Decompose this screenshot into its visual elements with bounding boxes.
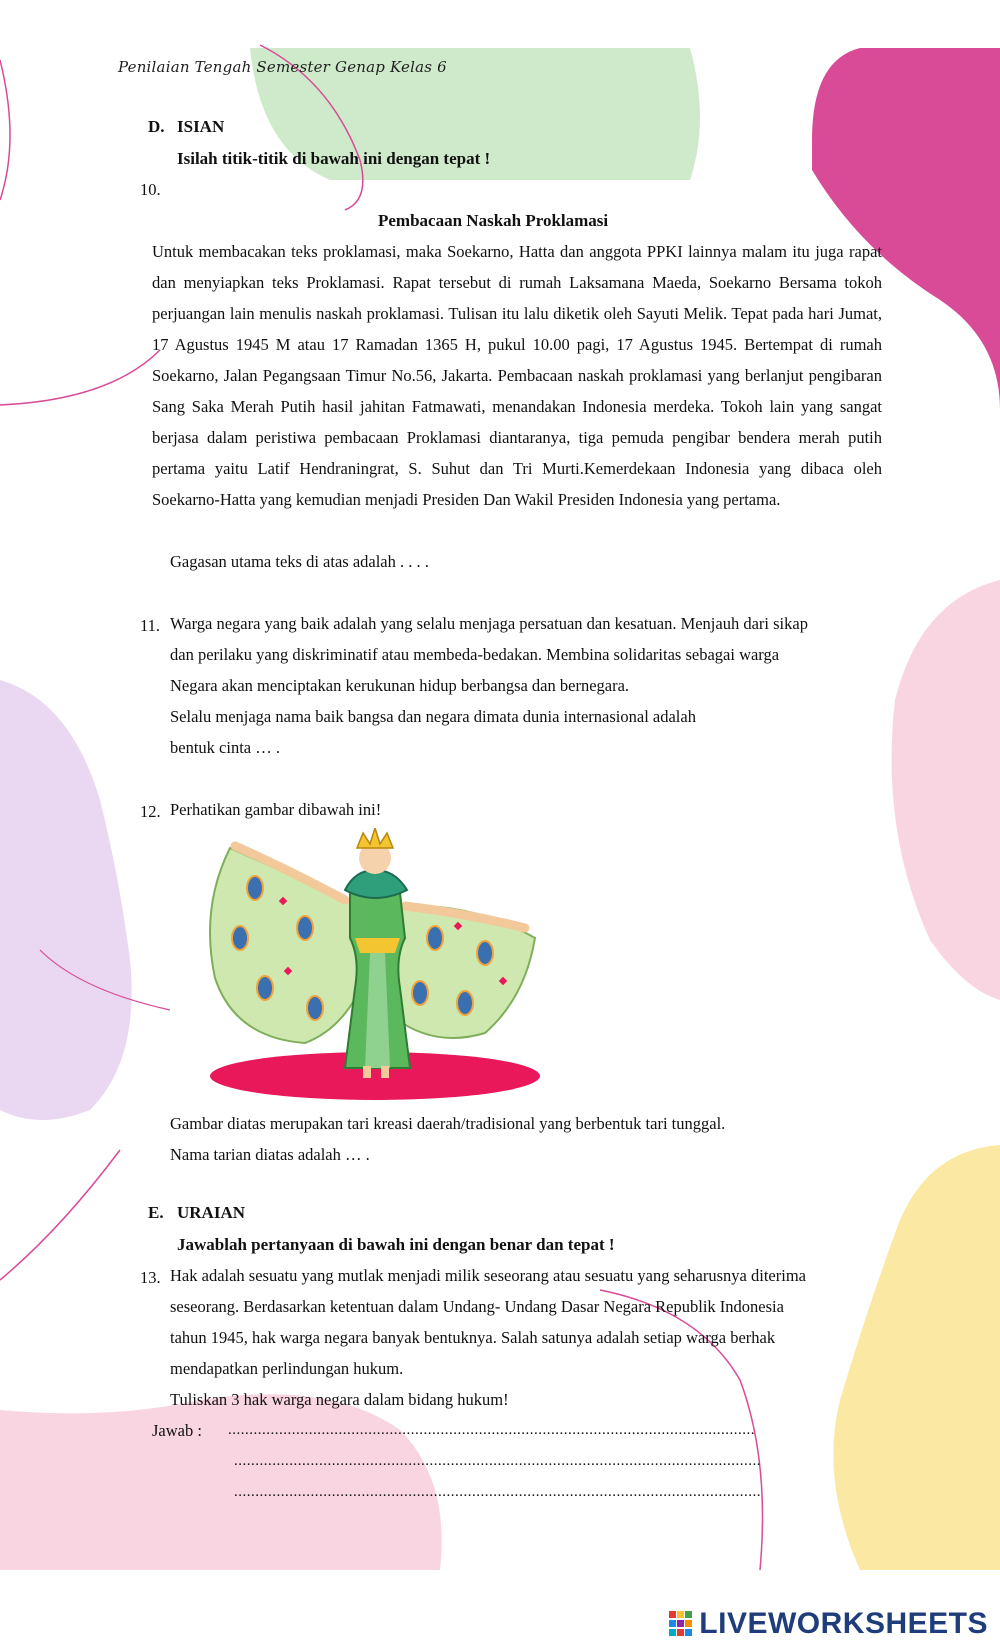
footer-brand[interactable] [669,1607,988,1641]
question-12-text [170,1108,725,1170]
question-11-number: 11. [140,616,161,635]
question-10-prompt: Gagasan utama teks di atas adalah . . . . [170,552,429,571]
yellow-blob [833,1145,1000,1570]
question-12-number: 12. [140,802,161,821]
question-11-line: dan perilaku yang diskriminatif atau membeda-bedakan. Membina solidaritas sebagai warga [170,645,780,664]
question-12-prompt: Perhatikan gambar dibawah ini! [170,800,382,819]
page-header: Penilaian Tengah Semester Genap Kelas 6 [118,58,447,76]
reading-paragraph [152,236,882,515]
question-11-line: Negara akan menciptakan kerukunan hidup berbangsa dan bernegara. [170,676,630,695]
lilac-blob-left [0,680,132,1120]
question-13-number: 13. [140,1268,161,1287]
question-11-text [170,608,808,763]
answer-label: Jawab : [152,1421,202,1440]
question-13-line: Hak adalah sesuatu yang mutlak menjadi milik seseorang atau sesuatu yang seharusnya diterima [170,1266,806,1285]
section-d-instruction: Isilah titik-titik di bawah ini dengan tepat ! [177,149,491,168]
question-11-line: Selalu menjaga nama baik bangsa dan negara dimata dunia internasional adalah [170,707,696,726]
question-13-line: tahun 1945, hak warga negara banyak bentuknya. Salah satunya adalah setiap warga berhak [170,1328,776,1347]
question-10-number: 10. [140,180,161,199]
section-d-label: D. [148,117,165,136]
section-d-title: ISIAN [177,117,225,136]
question-11-line: Warga negara yang baik adalah yang selalu menjaga persatuan dan kesatuan. Menjauh dari sikap [170,614,808,633]
answer-line-1[interactable]: ............................................................................................................................ [228,1422,755,1438]
brand-name: LIVEWORKSHEETS [699,1607,988,1640]
peacock-dancer-illustration-icon [195,828,555,1100]
question-13-line: mendapatkan perlindungan hukum. [170,1359,404,1378]
question-13-line: seseorang. Berdasarkan ketentuan dalam Undang- Undang Dasar Negara Republik Indonesia [170,1297,784,1316]
question-12-line: Nama tarian diatas adalah … . [170,1145,370,1164]
question-11-line: bentuk cinta … . [170,738,280,757]
answer-line-3[interactable]: ............................................................................................................................ [234,1484,761,1500]
pink-blob-bottom-left [0,1394,442,1570]
question-13-text [170,1260,806,1415]
liveworksheets-logo-icon [669,1611,693,1637]
pink-blob-right [892,580,1000,1000]
section-e-instruction: Jawablah pertanyaan di bawah ini dengan benar dan tepat ! [177,1235,615,1254]
question-13-line: Tuliskan 3 hak warga negara dalam bidang hukum! [170,1390,509,1409]
section-e-title: URAIAN [177,1203,245,1222]
section-e-label: E. [148,1203,164,1222]
question-12-line: Gambar diatas merupakan tari kreasi daerah/tradisional yang berbentuk tari tunggal. [170,1114,726,1133]
answer-line-2[interactable]: ............................................................................................................................ [234,1453,761,1469]
curve-line-3 [0,350,160,405]
reading-title: Pembacaan Naskah Proklamasi [378,211,609,230]
reading-paragraph-text: Untuk membacakan teks proklamasi, maka Soekarno, Hatta dan anggota PPKI lainnya malam itu juga rapat dan menyiapkan teks Proklamasi. Rapat tersebut di rumah Laksamana Maeda, Soekarno Bersama tokoh perjuangan lain menulis naskah proklamasi. Tulisan itu lalu diketik oleh Sayuti Melik. Tepat pada hari Jumat, 17 Agustus 1945 M atau 17 Ramadan 1365 H, pukul 10.00 pagi, 17 Agustus 1945. Bertempat di rumah Soekarno, Jalan Pegangsaan Timur No.56, Jakarta. Pembacaan naskah proklamasi yang berlanjut pengibaran Sang Saka Merah Putih hasil jahitan Fatmawati, menandakan Indonesia merdeka. Tokoh lain yang sangat berjasa dalam peristiwa pembacaan Proklamasi diantaranya, tiga pemuda pengibar bendera merah putih pertama yaitu Latif Hendraningrat, S. Suhut dan Tri Murti.Kemerdekaan Indonesia yang dibaca oleh Soekarno-Hatta yang kemudian menjadi Presiden Dan Wakil Presiden Indonesia yang pertama. [152,242,882,509]
curve-line-1 [0,60,10,200]
curve-line-4 [0,1150,120,1280]
